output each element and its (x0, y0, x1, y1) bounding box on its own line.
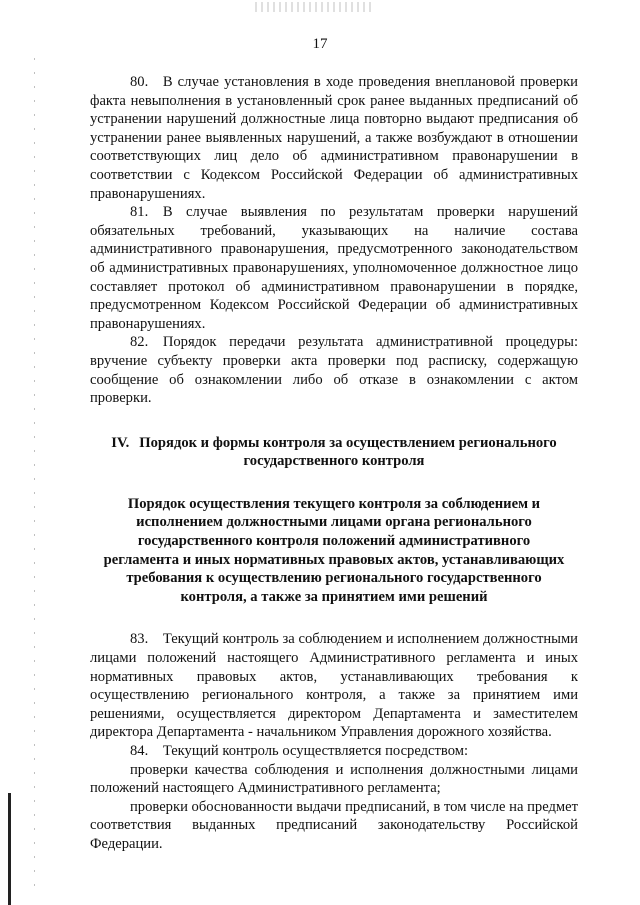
paragraph-84-item-1: проверки качества соблюдения и исполнения должностными лицами положений настоящего Административного регламента; (90, 761, 578, 797)
subsection-line: государственного контроля положений административного (137, 533, 531, 550)
scan-edge-bar (8, 793, 11, 905)
paragraph-82: 82. Порядок передачи результата административной процедуры: вручение субъекту проверки акта проверки под расписку, содержащую сообщение об ознакомлении либо об отказе в ознакомлении с актом проверки. (90, 334, 578, 407)
scan-margin-marks (34, 58, 35, 898)
scan-smudge (255, 2, 375, 12)
subsection-line: Порядок осуществления текущего контроля за соблюдением и (127, 495, 541, 512)
page-number: 17 (312, 36, 328, 52)
paragraph-84: 84. Текущий контроль осуществляется посредством: (130, 743, 469, 759)
paragraph-83: 83. Текущий контроль за соблюдением и исполнением должностными лицами положений настоящего Административного регламента и иных нормативных правовых актов, устанавливающих требования к осуществлению регионального контроля, а также за принятием ими решениями, осуществляется директором Департамента и заместителем директора Департамента - начальником Управления дорожного хозяйства. (90, 631, 578, 741)
paragraph-80: 80. В случае установления в ходе проведения внеплановой проверки факта невыполнения в установленный срок ранее выданных предписаний об устранении нарушений должностные лица повторно выдают предписания об устранении ранее выявленных нарушений, а также возбуждают в отношении соответствующих лиц дело об административном правонарушении в соответствии с Кодексом Российской Федерации об административных правонарушениях. (90, 74, 578, 202)
paragraph-84-item-2: проверки обоснованности выдачи предписаний, в том числе на предмет соответствия выданных предписаний законодательству Российской Федерации. (90, 798, 578, 852)
paragraph-81: 81. В случае выявления по результатам проверки нарушений обязательных требований, указывающих на наличие состава административного правонарушения, предусмотренного законодательством об административных правонарушениях, уполномоченное должностное лицо составляет протокол об административном правонарушении в порядке, предусмотренном Кодексом Российской Федерации об административных правонарушениях. (90, 204, 578, 332)
subsection-line: требования к осуществлению регионального государственного (126, 570, 542, 587)
section-heading (90, 434, 578, 471)
subsection-line: регламента и иных нормативных правовых актов, устанавливающих (103, 551, 565, 568)
section-number: IV. (111, 434, 130, 451)
section-title: Порядок и формы контроля за осуществлением регионального государственного контроля (139, 434, 557, 470)
subsection-heading (90, 495, 578, 607)
subsection-line: исполнением должностными лицами органа регионального (136, 514, 532, 531)
subsection-line: контроля, а также за принятием ими решений (180, 588, 488, 605)
document-body (90, 73, 578, 854)
